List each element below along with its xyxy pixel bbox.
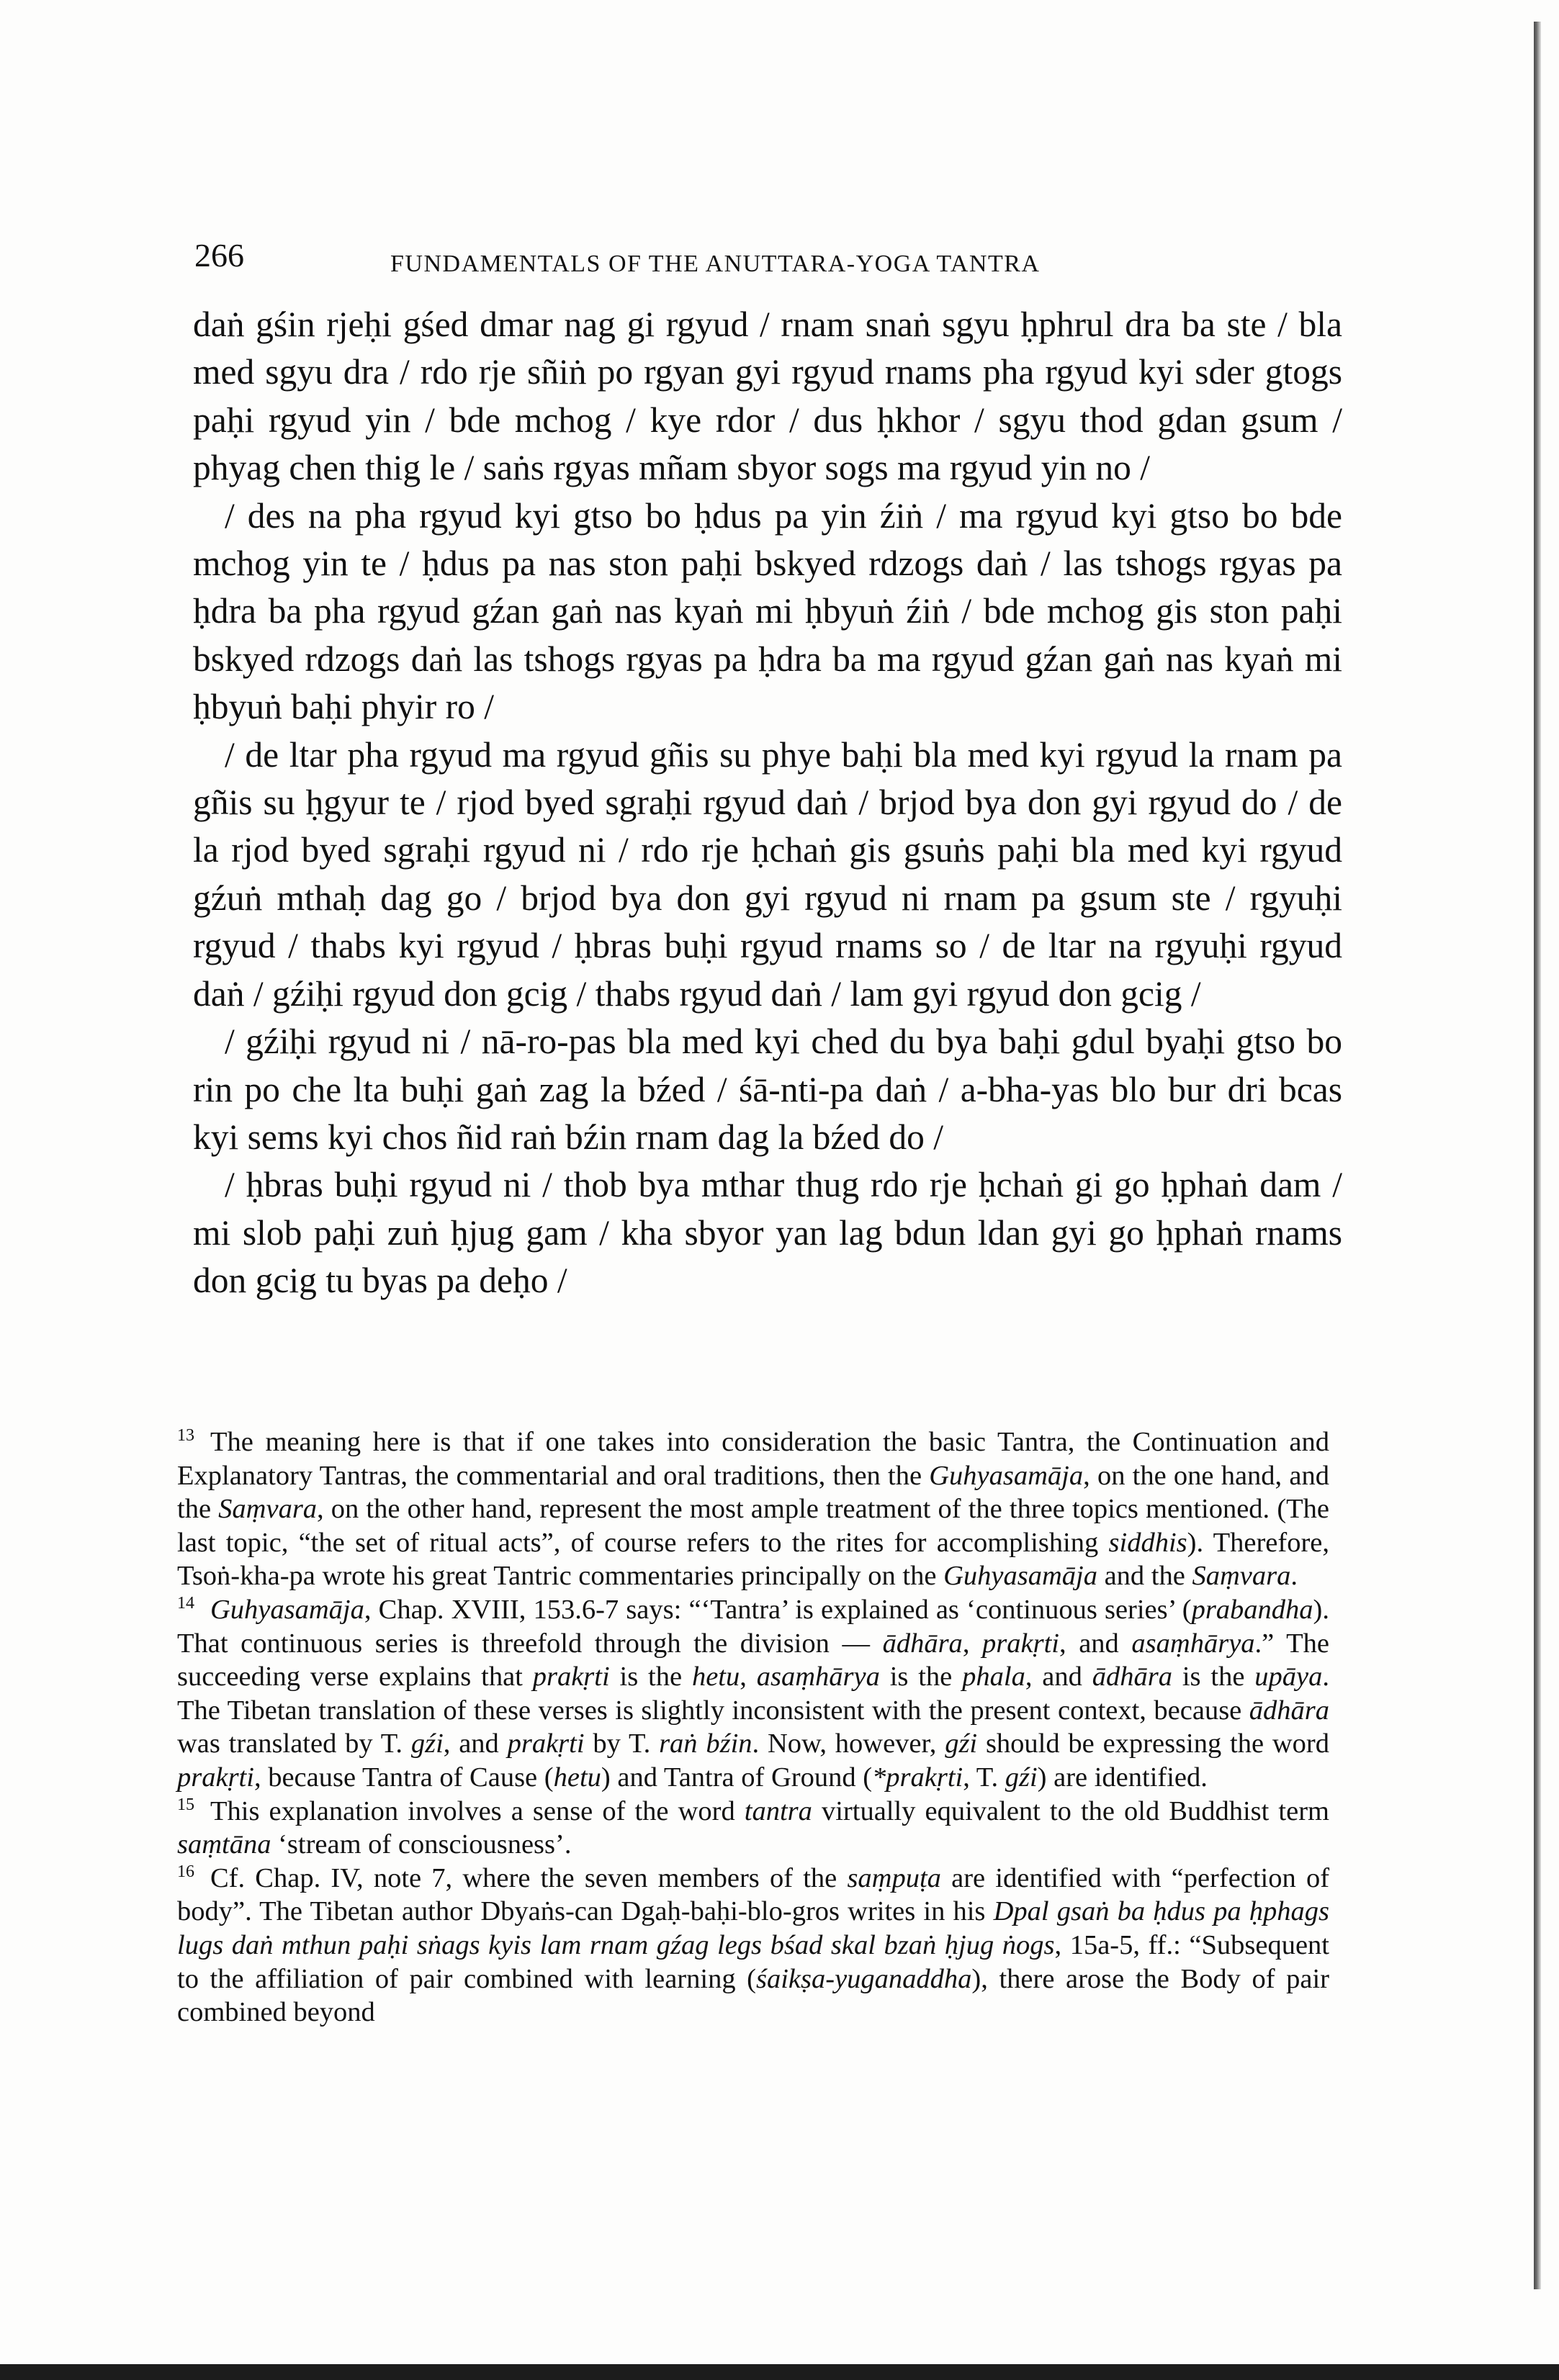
paragraph: / de ltar pha rgyud ma rgyud gñis su phye baḥi bla med kyi rgyud la rnam pa gñis su ḥgyur te / rjod byed sgraḥi rgyud daṅ / brjod bya don gyi rgyud do / de la rjod byed sgraḥi rgyud ni / rdo rje ḥchaṅ gis gsuṅs paḥi bla med kyi rgyud gźuṅ mthaḥ dag go / brjod bya don gyi rgyud ni rnam pa gsum ste / rgyuḥi rgyud / thabs kyi rgyud / ḥbras buḥi rgyud rnams so / de ltar na rgyuḥi rgyud daṅ / gźiḥi rgyud don gcig / thabs rgyud daṅ / lam gyi rgyud don gcig /	[193, 734, 1342, 1014]
main-text	[193, 301, 1342, 1305]
running-head: FUNDAMENTALS OF THE ANUTTARA-YOGA TANTRA	[390, 251, 1041, 277]
text-run: is the	[1172, 1662, 1255, 1692]
italic-run: ādhāra	[882, 1628, 963, 1659]
italic-run: prakṛti	[982, 1628, 1059, 1659]
text-run: , and	[1025, 1662, 1092, 1692]
text-run: and the	[1097, 1561, 1192, 1592]
text-run: ) are identified.	[1037, 1762, 1208, 1793]
scan-bottom-edge	[0, 2364, 1559, 2380]
text-run: is the	[609, 1662, 692, 1692]
text-run: , Chap. XVIII, 153.6-7 says: “‘Tantra’ is explained as ‘continuous series’ (	[364, 1594, 1192, 1625]
italic-run: Dpal gsaṅ ba ḥdus pa ḥphags lugs daṅ mthun paḥi sṅags kyis lam rnam gźag legs bśad skal bzaṅ ḥjug ṅogs	[177, 1896, 1329, 1960]
text-run: was translated by T.	[177, 1728, 411, 1759]
text-run: . Now, however,	[752, 1728, 945, 1759]
text-run: .” The succeeding verse explains that	[177, 1628, 1330, 1692]
italic-run: *prakṛti	[872, 1762, 963, 1793]
footnote-number: 14	[177, 1594, 194, 1613]
page-number: 266	[194, 237, 244, 274]
paragraph: / ḥbras buḥi rgyud ni / thob bya mthar thug rdo rje ḥchaṅ gi go ḥphaṅ dam / mi slob paḥi zuṅ ḥjug gam / kha sbyor yan lag bdun ldan gyi go ḥphaṅ rnams don gcig tu byas pa deḥo /	[193, 1165, 1342, 1301]
text-run: .	[1290, 1561, 1298, 1592]
text-run: , on the other hand, represent the most ample treatment of the three topics mentioned. (The last topic, “the set of ritual acts”, of course refers to the rites for accomplishing	[177, 1494, 1329, 1558]
footnote-number: 16	[177, 1862, 194, 1881]
text-run: , T.	[963, 1762, 1005, 1793]
text-run: . The Tibetan translation of these verses is slightly inconsistent with the present context, because	[177, 1662, 1329, 1726]
text-run: Cf. Chap. IV, note 7, where the seven members of the	[210, 1862, 848, 1893]
text-run: , on the one hand, and the	[177, 1460, 1329, 1525]
italic-run: gźi	[1005, 1762, 1038, 1793]
text-run: by T.	[584, 1728, 660, 1759]
italic-run: raṅ bźin	[659, 1728, 752, 1759]
footnote-number: 15	[177, 1795, 194, 1814]
text-run: ). That continuous series is threefold through the division —	[177, 1594, 1329, 1659]
italic-run: Guhyasamāja	[210, 1594, 364, 1625]
italic-run: śaikṣa-yuganaddha	[756, 1963, 972, 1994]
text-run: ‘stream of consciousness’.	[271, 1829, 572, 1860]
page-header	[194, 236, 1433, 287]
text-run: , because Tantra of Cause (	[253, 1762, 554, 1793]
italic-run: prakṛti	[532, 1662, 610, 1692]
text-run: ), there arose the Body of pair combined beyond	[177, 1963, 1329, 2028]
text-run: , and	[1059, 1628, 1132, 1659]
footnote-13	[177, 1425, 1329, 1593]
text-run: This explanation involves a sense of the word	[210, 1795, 745, 1826]
text-run: is the	[879, 1662, 963, 1692]
italic-run: upāya	[1254, 1662, 1323, 1692]
italic-run: Saṃvara	[218, 1494, 318, 1525]
italic-run: Guhyasamāja	[929, 1460, 1084, 1491]
italic-run: gźi	[945, 1728, 978, 1759]
text-run: The meaning here is that if one takes into consideration the basic Tantra, the Continuation and Explanatory Tantras, the commentarial and oral traditions, then the	[177, 1427, 1329, 1491]
italic-run: asaṃhārya	[756, 1662, 880, 1692]
text-run: should be expressing the word	[977, 1728, 1329, 1759]
italic-run: asaṃhārya	[1131, 1628, 1255, 1659]
binding-edge-shadow	[1534, 22, 1541, 2289]
text-run: ). Therefore, Tsoṅ-kha-pa wrote his great Tantric commentaries principally on the	[177, 1527, 1329, 1592]
italic-run: prakṛti	[507, 1728, 585, 1759]
footnote-15	[177, 1795, 1329, 1862]
text-run: ,	[740, 1662, 757, 1692]
footnotes	[177, 1425, 1329, 2029]
footnote-16	[177, 1862, 1329, 2029]
italic-run: gźi	[410, 1728, 444, 1759]
text-run: ) and Tantra of Ground (	[601, 1762, 873, 1793]
text-run: virtually equivalent to the old Buddhist term	[812, 1795, 1329, 1826]
italic-run: prakṛti	[177, 1762, 254, 1793]
italic-run: phala	[962, 1662, 1025, 1692]
italic-run: saṃtāna	[177, 1829, 271, 1860]
italic-run: siddhis	[1108, 1527, 1187, 1558]
paragraph: / gźiḥi rgyud ni / nā-ro-pas bla med kyi ched du bya baḥi gdul byaḥi gtso bo rin po che lta buḥi gaṅ zag la bźed / śā-nti-pa daṅ / a-bha-yas blo bur dri bcas kyi sems kyi chos ñid raṅ bźin rnam dag la bźed do /	[193, 1022, 1342, 1157]
italic-run: Guhyasamāja	[943, 1561, 1097, 1592]
italic-run: hetu	[691, 1662, 740, 1692]
paragraph: / des na pha rgyud kyi gtso bo ḥdus pa yin źiṅ / ma rgyud kyi gtso bo bde mchog yin te / ḥdus pa nas ston paḥi bskyed rdzogs daṅ / las tshogs rgyas pa ḥdra ba pha rgyud gźan gaṅ nas kyaṅ mi ḥbyuṅ źiṅ / bde mchog gis ston paḥi bskyed rdzogs daṅ las tshogs rgyas pa ḥdra ba ma rgyud gźan gaṅ nas kyaṅ mi ḥbyuṅ baḥi phyir ro /	[193, 495, 1342, 727]
italic-run: saṃpuṭa	[847, 1862, 941, 1893]
italic-run: ādhāra	[1092, 1662, 1172, 1692]
italic-run: Saṃvara	[1192, 1561, 1291, 1592]
italic-run: prabandha	[1191, 1594, 1313, 1625]
italic-run: tantra	[744, 1795, 812, 1826]
footnote-14	[177, 1593, 1329, 1795]
text-run: , and	[443, 1728, 508, 1759]
text-run: , 15a-5, ff.: “Subsequent to the affiliation of pair combined with learning (	[177, 1929, 1329, 1994]
text-run: are identified with “perfection of body”. The Tibetan author Dbyaṅs-can Dgaḥ-baḥi-blo-gros writes in his	[177, 1862, 1330, 1927]
text-run: ,	[962, 1628, 983, 1659]
italic-run: ādhāra	[1249, 1695, 1329, 1726]
paragraph: daṅ gśin rjeḥi gśed dmar nag gi rgyud / rnam snaṅ sgyu ḥphrul dra ba ste / bla med sgyu dra / rdo rje sñiṅ po rgyan gyi rgyud rnams pha rgyud kyi sder gtogs paḥi rgyud yin / bde mchog / kye rdor / dus ḥkhor / sgyu thod gdan gsum / phyag chen thig le / saṅs rgyas mñam sbyor sogs ma rgyud yin no /	[193, 305, 1342, 488]
italic-run: hetu	[553, 1762, 601, 1793]
footnote-number: 13	[177, 1426, 194, 1446]
